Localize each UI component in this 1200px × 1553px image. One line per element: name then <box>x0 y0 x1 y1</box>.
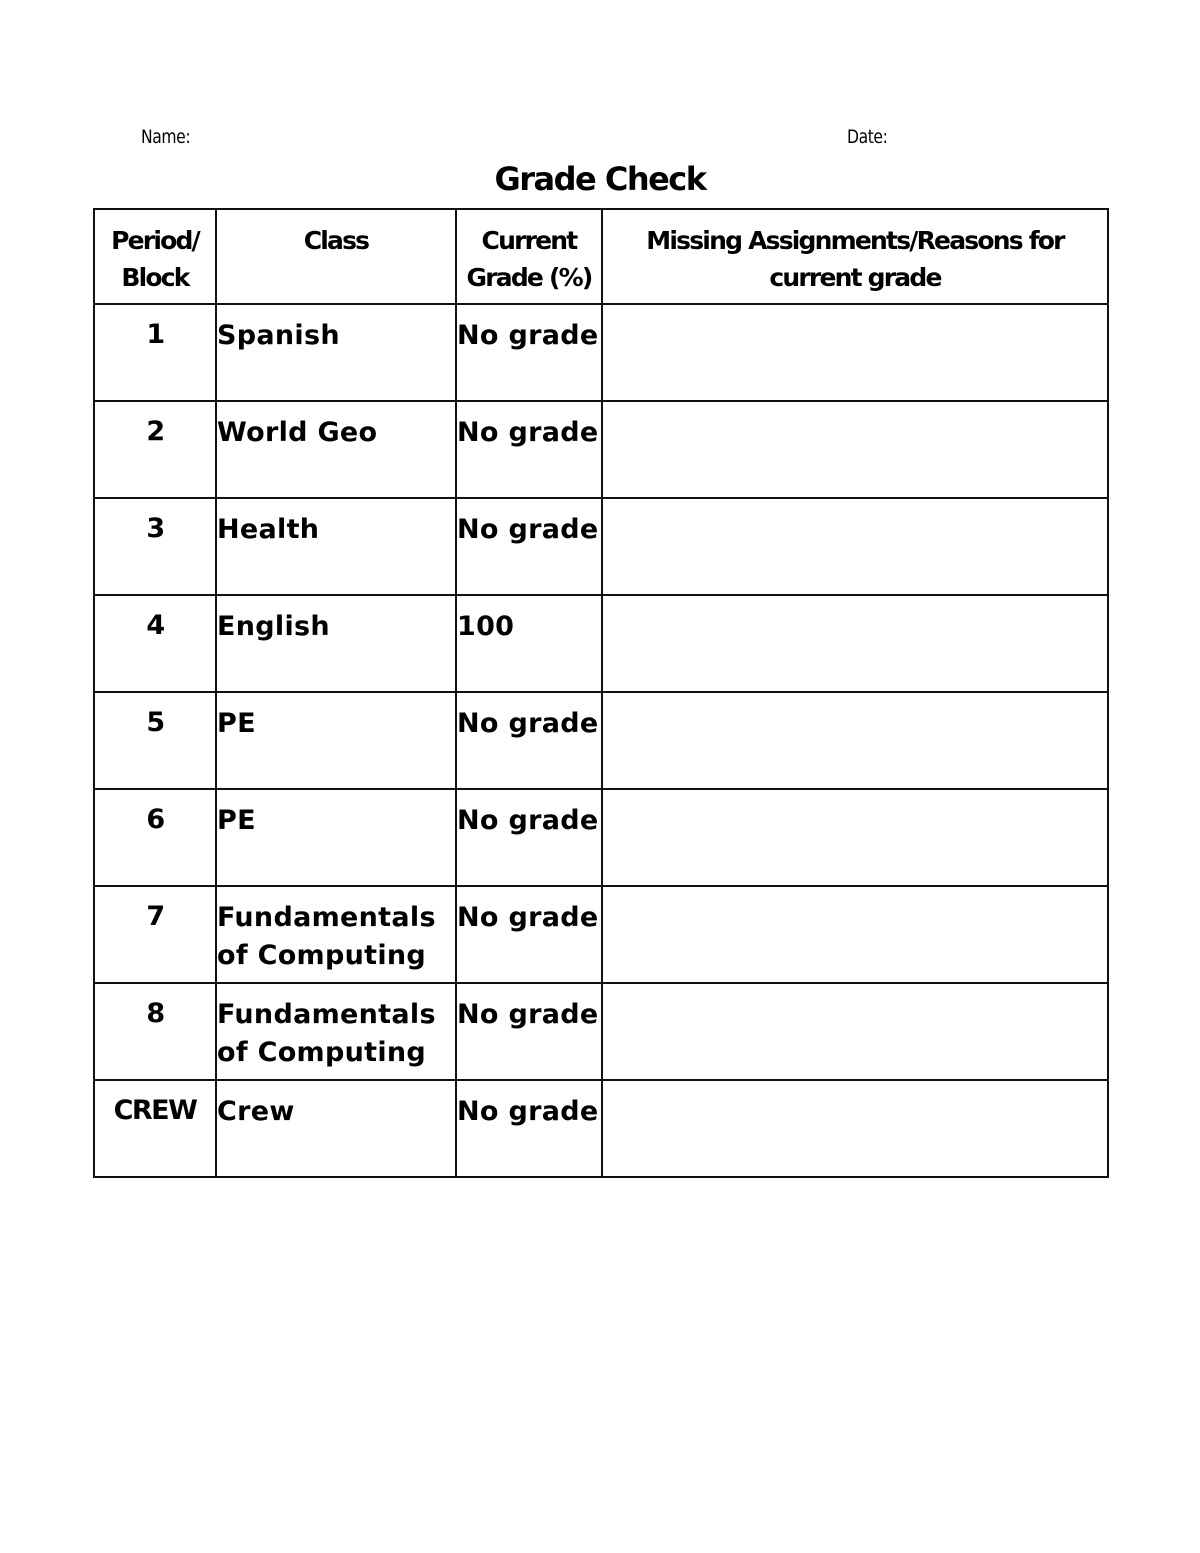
table-row <box>94 304 1108 401</box>
column-header-class: Class <box>216 209 456 304</box>
grade-cell: No grade <box>456 789 602 886</box>
page-title: Grade Check <box>494 160 706 198</box>
table-row <box>94 886 1108 983</box>
period-cell: 6 <box>94 789 216 886</box>
grade-cell: No grade <box>456 886 602 983</box>
date-label: Date: <box>847 126 888 148</box>
grade-cell: No grade <box>456 1080 602 1177</box>
period-cell: 2 <box>94 401 216 498</box>
missing-assignments-cell[interactable] <box>602 1080 1108 1177</box>
class-cell: World Geo <box>216 401 456 498</box>
missing-assignments-cell[interactable] <box>602 498 1108 595</box>
missing-assignments-cell[interactable] <box>602 401 1108 498</box>
class-cell: Crew <box>216 1080 456 1177</box>
class-cell: English <box>216 595 456 692</box>
class-cell: Health <box>216 498 456 595</box>
period-cell: 7 <box>94 886 216 983</box>
name-label: Name: <box>141 126 191 148</box>
class-cell: Fundamentals of Computing <box>216 886 456 983</box>
period-cell: 8 <box>94 983 216 1080</box>
class-cell: Fundamentals of Computing <box>216 983 456 1080</box>
table-row <box>94 498 1108 595</box>
table-row <box>94 983 1108 1080</box>
period-cell: 3 <box>94 498 216 595</box>
table-row <box>94 401 1108 498</box>
grade-cell: 100 <box>456 595 602 692</box>
grade-cell: No grade <box>456 401 602 498</box>
table-row <box>94 692 1108 789</box>
table-row <box>94 789 1108 886</box>
period-cell: 5 <box>94 692 216 789</box>
period-cell: 4 <box>94 595 216 692</box>
period-cell: 1 <box>94 304 216 401</box>
column-header-current-grade: Current Grade (%) <box>456 209 602 304</box>
grade-cell: No grade <box>456 692 602 789</box>
class-cell: PE <box>216 692 456 789</box>
class-cell: PE <box>216 789 456 886</box>
table-header-row <box>94 209 1108 304</box>
period-cell: CREW <box>94 1080 216 1177</box>
missing-assignments-cell[interactable] <box>602 886 1108 983</box>
missing-assignments-cell[interactable] <box>602 692 1108 789</box>
missing-assignments-cell[interactable] <box>602 304 1108 401</box>
grade-cell: No grade <box>456 498 602 595</box>
missing-assignments-cell[interactable] <box>602 789 1108 886</box>
class-cell: Spanish <box>216 304 456 401</box>
missing-assignments-cell[interactable] <box>602 595 1108 692</box>
column-header-period: Period/ Block <box>94 209 216 304</box>
table-row <box>94 1080 1108 1177</box>
table-row <box>94 595 1108 692</box>
grade-table <box>93 208 1109 1178</box>
column-header-missing-assignments: Missing Assignments/Reasons for current grade <box>602 209 1108 304</box>
grade-cell: No grade <box>456 304 602 401</box>
missing-assignments-cell[interactable] <box>602 983 1108 1080</box>
grade-cell: No grade <box>456 983 602 1080</box>
